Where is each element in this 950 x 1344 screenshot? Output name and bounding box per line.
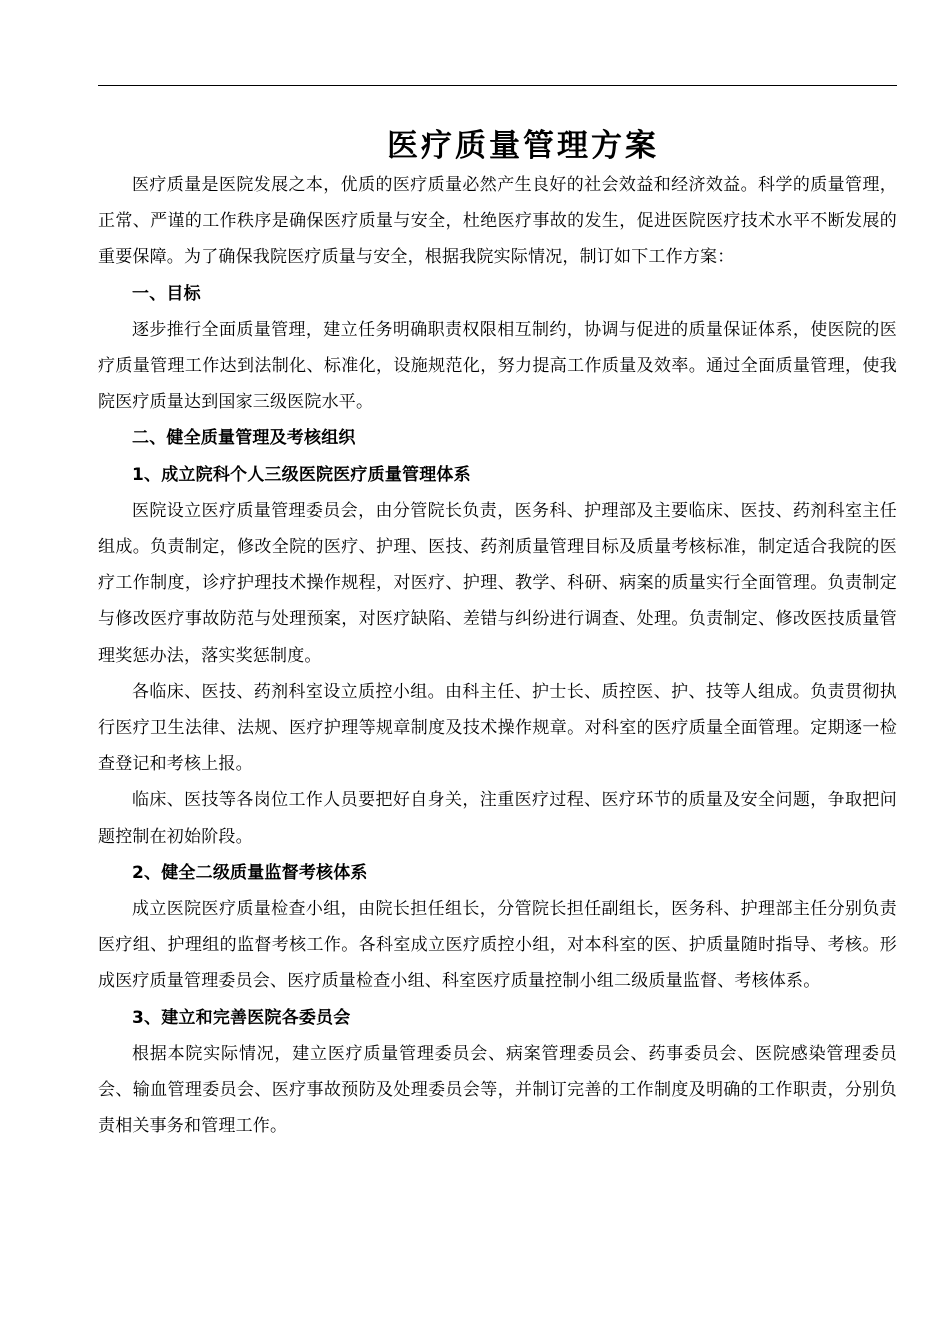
department-qc-paragraph: 各临床、医技、药剂科室设立质控小组。由科主任、护士长、质控医、护、技等人组成。负责贯彻执行医疗卫生法律、法规、医疗护理等规章制度及技术操作规章。对科室的医疗质量全面管理。定期逐一检查登记和考核上报。 bbox=[98, 681, 897, 775]
committees-paragraph: 根据本院实际情况，建立医疗质量管理委员会、病案管理委员会、药事委员会、医院感染管理委员会、输血管理委员会、医疗事故预防及处理委员会等，并制订完善的工作制度及明确的工作职责，分别负责相关事务和管理工作。 bbox=[98, 1043, 897, 1137]
subsection-heading-committees: 3、建立和完善医院各委员会 bbox=[132, 1007, 351, 1028]
intro-paragraph: 医疗质量是医院发展之本，优质的医疗质量必然产生良好的社会效益和经济效益。科学的质量管理，正常、严谨的工作秩序是确保医疗质量与安全，杜绝医疗事故的发生，促进医院医疗技术水平不断发展的重要保障。为了确保我院医疗质量与安全，根据我院实际情况，制订如下工作方案： bbox=[98, 175, 897, 268]
staff-paragraph: 临床、医技等各岗位工作人员要把好自身关，注重医疗过程、医疗环节的质量及安全问题，争取把问题控制在初始阶段。 bbox=[98, 790, 897, 847]
document-body bbox=[98, 167, 897, 1144]
subsection-heading-supervision: 2、健全二级质量监督考核体系 bbox=[132, 862, 368, 883]
goal-paragraph: 逐步推行全面质量管理，建立任务明确职责权限相互制约，协调与促进的质量保证体系，使医院的医疗质量管理工作达到法制化、标准化，设施规范化，努力提高工作质量及效率。通过全面质量管理，使我院医疗质量达到国家三级医院水平。 bbox=[98, 319, 897, 413]
section-heading-organization: 二、健全质量管理及考核组织 bbox=[132, 428, 356, 449]
document-title: 医疗质量管理方案 bbox=[387, 128, 659, 164]
section-heading-goal: 一、目标 bbox=[132, 283, 201, 304]
supervision-paragraph: 成立医院医疗质量检查小组，由院长担任组长，分管院长担任副组长，医务科、护理部主任分别负责医疗组、护理组的监督考核工作。各科室成立医疗质控小组，对本科室的医、护质量随时指导、考核。形成医疗质量管理委员会、医疗质量检查小组、科室医疗质量控制小组二级质量监督、考核体系。 bbox=[98, 899, 897, 992]
header-rule bbox=[98, 85, 897, 86]
committee-paragraph: 医院设立医疗质量管理委员会，由分管院长负责，医务科、护理部及主要临床、医技、药剂科室主任组成。负责制定，修改全院的医疗、护理、医技、药剂质量管理目标及质量考核标准，制定适合我院的医疗工作制度，诊疗护理技术操作规程，对医疗、护理、教学、科研、病案的质量实行全面管理。负责制定与修改医疗事故防范与处理预案，对医疗缺陷、差错与纠纷进行调查、处理。负责制定、修改医技质量管理奖惩办法，落实奖惩制度。 bbox=[98, 500, 897, 666]
subsection-heading-three-level-system: 1、成立院科个人三级医院医疗质量管理体系 bbox=[132, 464, 471, 485]
